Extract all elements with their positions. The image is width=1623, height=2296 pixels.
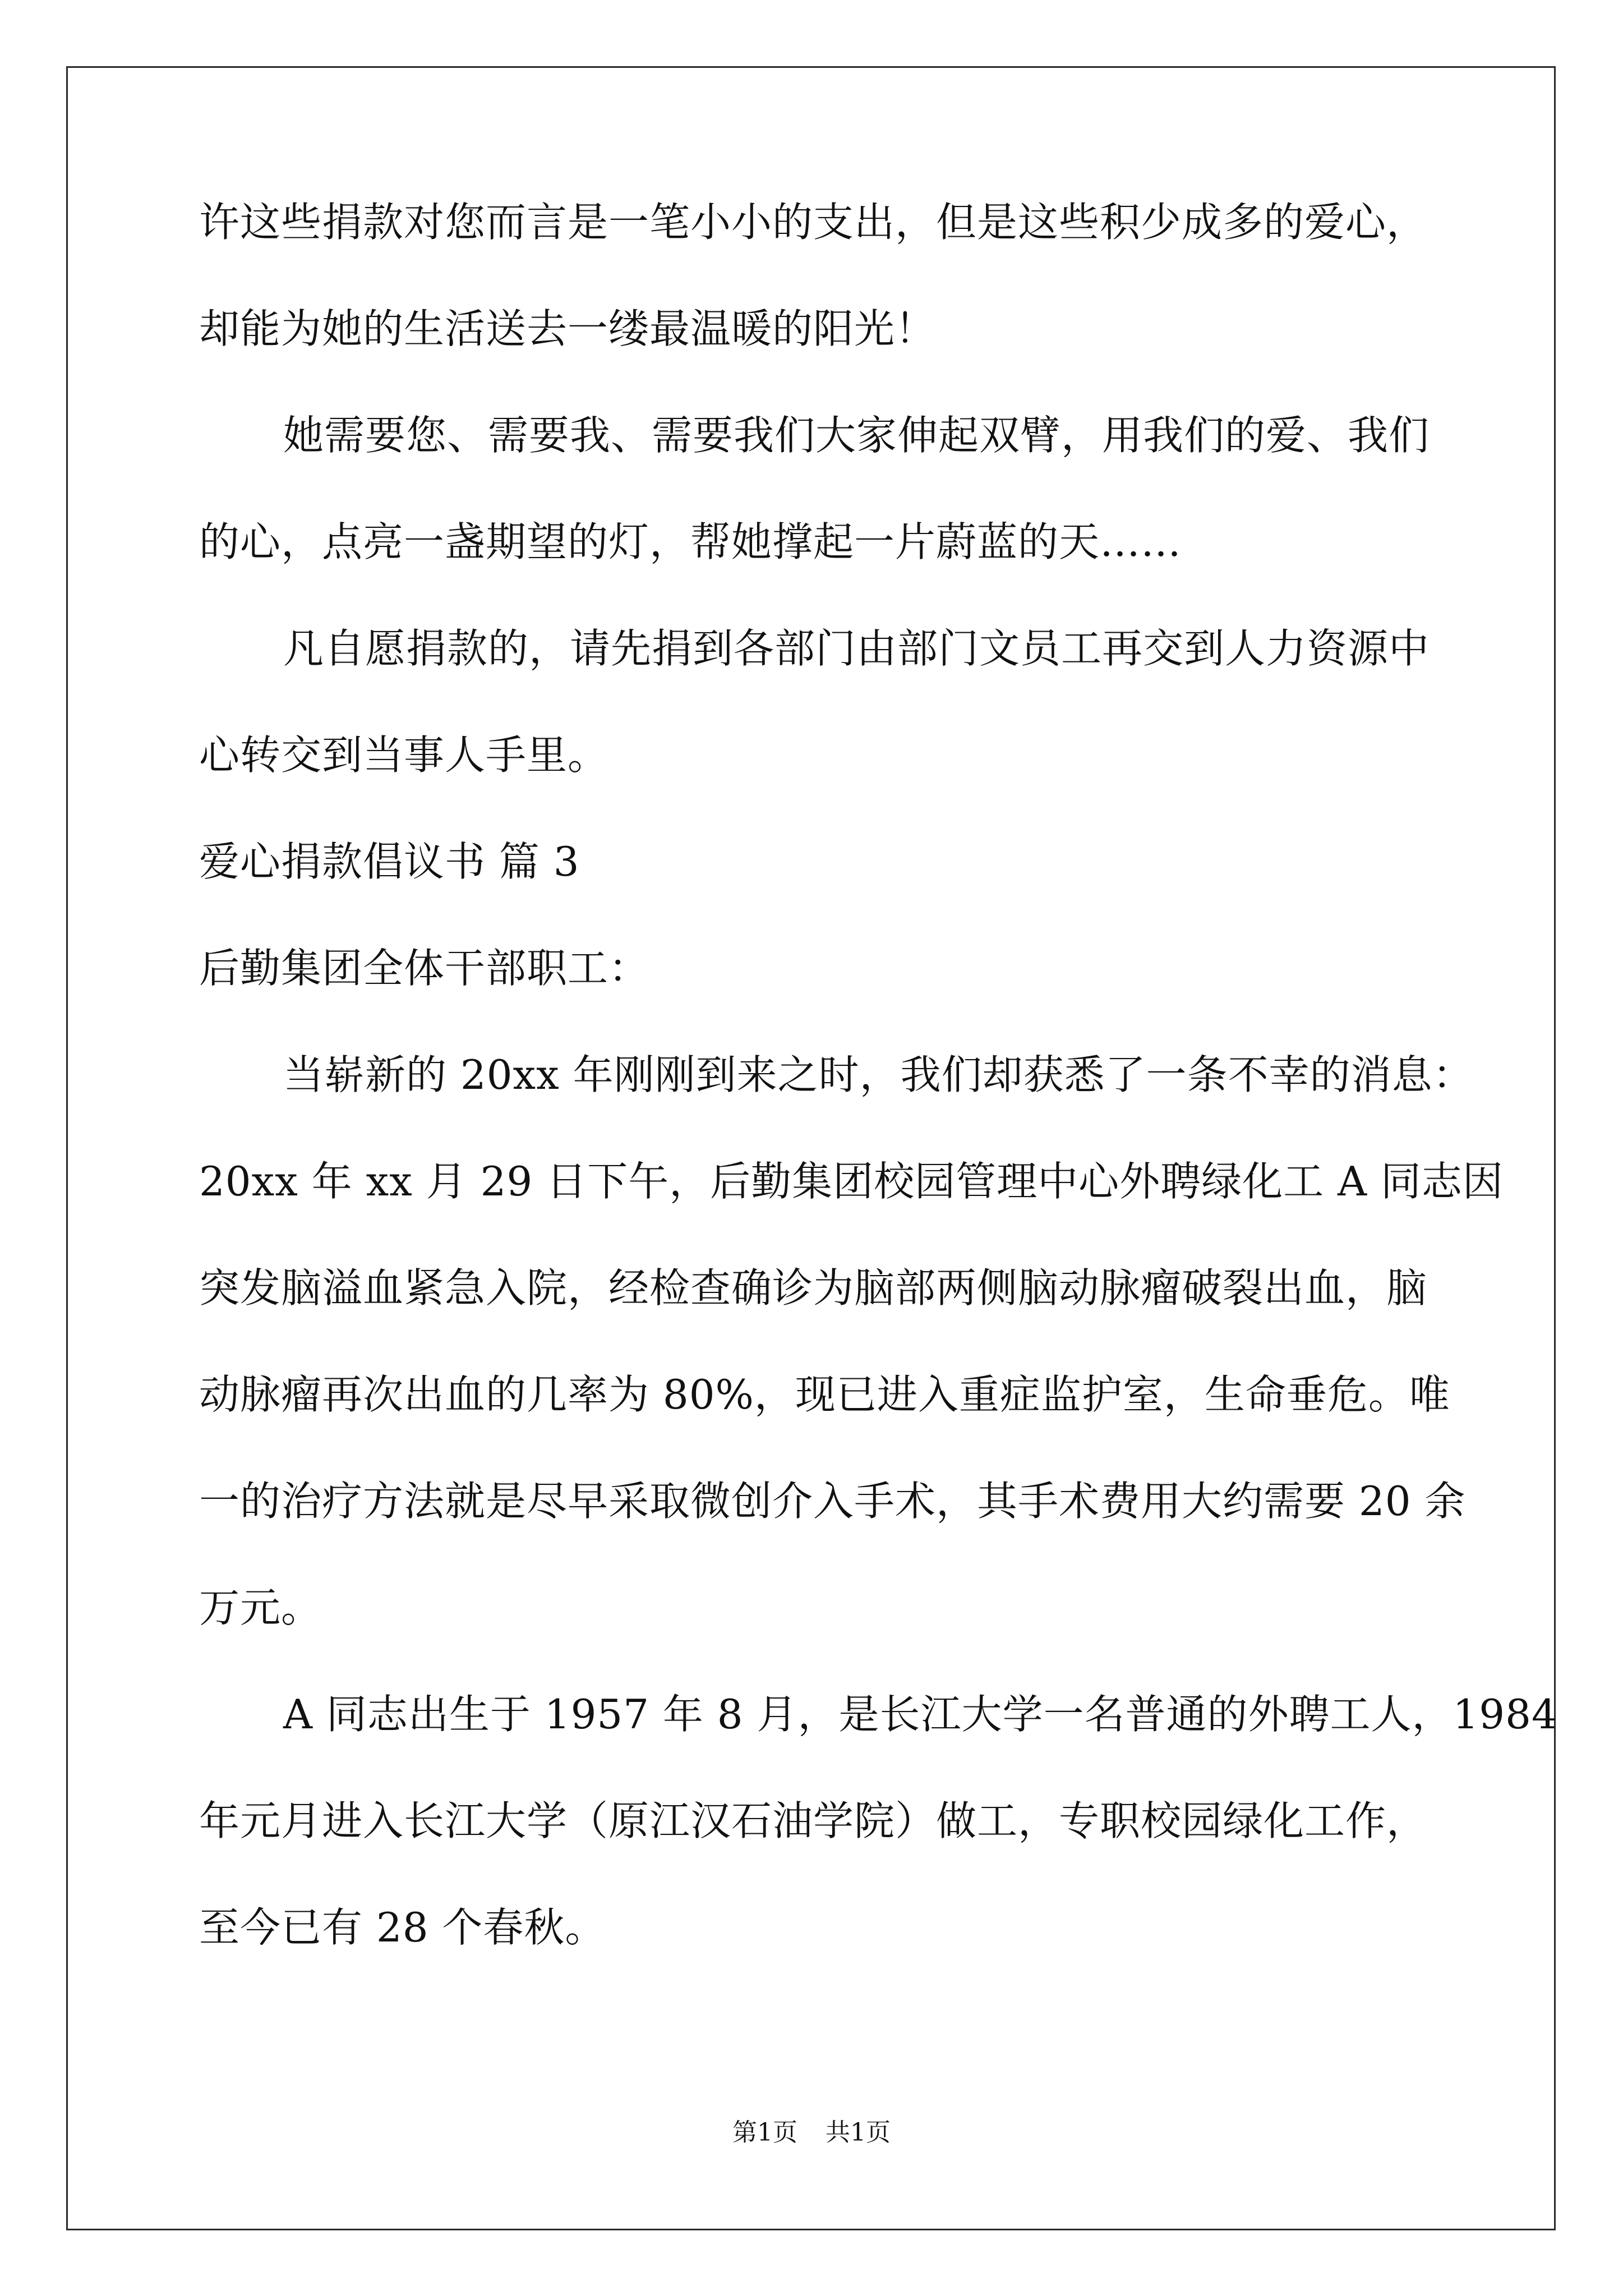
text-line: 万元。 bbox=[199, 1584, 322, 1631]
text-line: 却能为她的生活送去一缕最温暖的阳光！ bbox=[199, 305, 937, 352]
text-line: 凡自愿捐款的，请先捐到各部门由部门文员工再交到人力资源中 bbox=[283, 625, 1430, 672]
text-line: 动脉瘤再次出血的几率为 80%，现已进入重症监护室，生命垂危。唯 bbox=[199, 1371, 1450, 1418]
text-line: 的心，点亮一盏期望的灯，帮她撑起一片蔚蓝的天…… bbox=[199, 518, 1182, 565]
text-line: 心转交到当事人手里。 bbox=[199, 731, 609, 779]
text-line: 当崭新的 20xx 年刚刚到来之时，我们却获悉了一条不幸的消息： bbox=[283, 1051, 1474, 1098]
document-body bbox=[199, 199, 1558, 2014]
text-line: 至今已有 28 个春秋。 bbox=[199, 1904, 606, 1951]
page-number-total: 共1页 bbox=[826, 2118, 891, 2147]
text-line: 爱心捐款倡议书 篇 3 bbox=[199, 838, 580, 885]
text-line: 20xx 年 xx 月 29 日下午，后勤集团校园管理中心外聘绿化工 A 同志因 bbox=[199, 1158, 1504, 1205]
text-line: 她需要您、需要我、需要我们大家伸起双臂，用我们的爱、我们 bbox=[283, 412, 1430, 459]
text-line: 许这些捐款对您而言是一笔小小的支出，但是这些积少成多的爱心， bbox=[199, 199, 1428, 246]
text-line: 突发脑溢血紧急入院，经检查确诊为脑部两侧脑动脉瘤破裂出血，脑 bbox=[199, 1264, 1428, 1312]
text-line: A 同志出生于 1957 年 8 月，是长江大学一名普通的外聘工人，1984 bbox=[283, 1691, 1558, 1738]
page-footer bbox=[0, 2120, 1623, 2145]
text-line: 后勤集团全体干部职工： bbox=[199, 945, 650, 992]
text-line: 年元月进入长江大学（原江汉石油学院）做工，专职校园绿化工作， bbox=[199, 1797, 1428, 1844]
text-line: 一的治疗方法就是尽早采取微创介入手术，其手术费用大约需要 20 余 bbox=[199, 1478, 1466, 1525]
page-number-current: 第1页 bbox=[732, 2118, 797, 2147]
